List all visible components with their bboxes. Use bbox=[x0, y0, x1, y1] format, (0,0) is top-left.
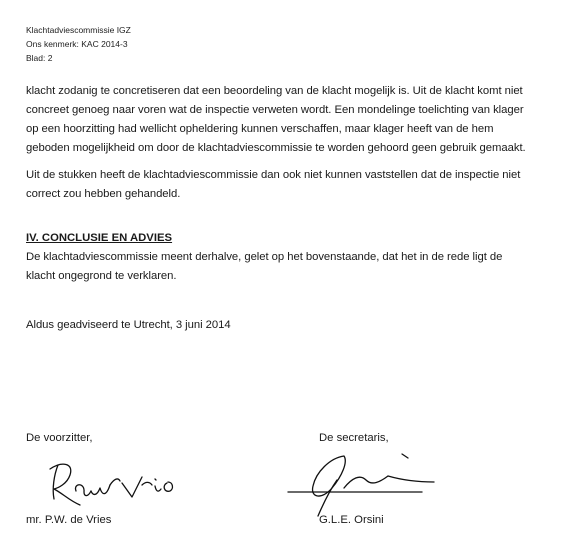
secretary-role-label: De secretaris, bbox=[319, 432, 389, 444]
section-heading: IV. CONCLUSIE EN ADVIES bbox=[26, 232, 173, 244]
paragraph-2 bbox=[26, 166, 520, 204]
secretary-signature bbox=[282, 442, 468, 522]
conclusion-paragraph bbox=[26, 248, 502, 286]
paragraph-2-line: Uit de stukken heeft de klachtadviescommissie dan ook niet kunnen vaststellen dat de inspectie niet bbox=[26, 169, 521, 181]
paragraph-1-line: concreet genoeg naar voren wat de inspectie verweten wordt. Een mondelinge toelichting van klager bbox=[26, 104, 524, 116]
closing-line: Aldus geadviseerd te Utrecht, 3 juni 2014 bbox=[26, 319, 231, 331]
header-page-number: Blad: 2 bbox=[26, 53, 53, 63]
paragraph-1 bbox=[26, 82, 526, 158]
chair-name: mr. P.W. de Vries bbox=[26, 514, 112, 526]
header-reference: Ons kenmerk: KAC 2014-3 bbox=[26, 39, 128, 49]
conclusion-line: klacht ongegrond te verklaren. bbox=[26, 270, 177, 282]
paragraph-1-line: klacht zodanig te concretiseren dat een beoordeling van de klacht mogelijk is. Uit de klacht komt niet bbox=[26, 85, 523, 97]
conclusion-line: De klachtadviescommissie meent derhalve, gelet op het bovenstaande, dat het in de rede ligt de bbox=[26, 251, 503, 263]
header-organization: Klachtadviescommissie IGZ bbox=[26, 25, 131, 35]
letter-header bbox=[26, 23, 131, 65]
chair-signature bbox=[40, 455, 190, 515]
secretary-name: G.L.E. Orsini bbox=[319, 514, 384, 526]
paragraph-1-line: op een hoorzitting had wellicht opheldering kunnen verschaffen, maar klager heeft van de hem bbox=[26, 123, 494, 135]
chair-role-label: De voorzitter, bbox=[26, 432, 93, 444]
paragraph-1-line: geboden mogelijkheid om door de klachtadviescommissie te worden gehoord geen gebruik gemaakt. bbox=[26, 142, 526, 154]
paragraph-2-line: correct zou hebben gehandeld. bbox=[26, 188, 181, 200]
